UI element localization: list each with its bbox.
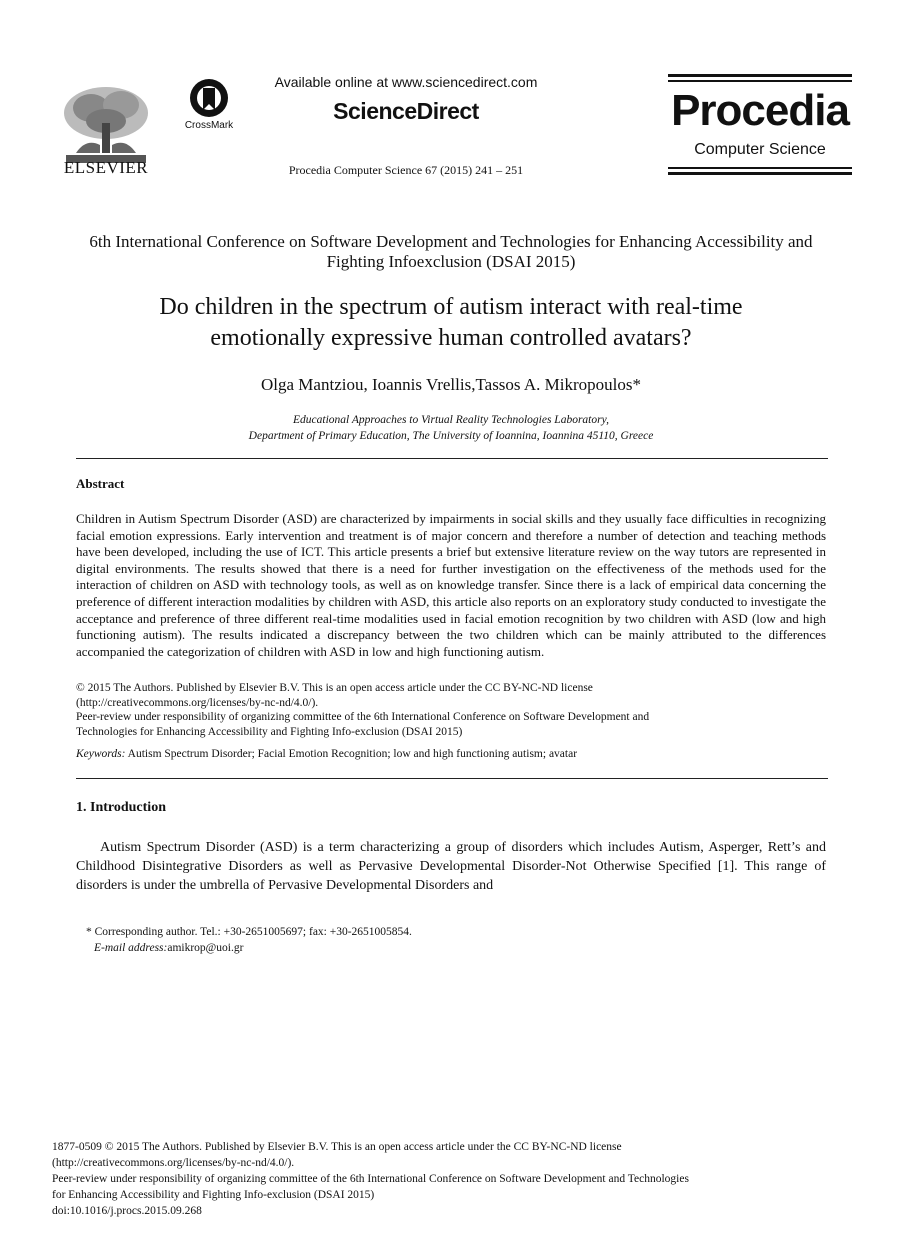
issn-line: 1877-0509 © 2015 The Authors. Published by Elsevier B.V. This is an open access article under the CC BY-NC-ND license [52,1141,622,1153]
peer-review-line: Technologies for Enhancing Accessibility and Fighting Info-exclusion (DSAI 2015) [76,725,463,738]
doi[interactable]: doi:10.1016/j.procs.2015.09.268 [52,1205,202,1217]
email-address[interactable]: amikrop@uoi.gr [167,942,244,954]
procedia-rule [668,80,852,82]
peer-review-line: for Enhancing Accessibility and Fighting Info-exclusion (DSAI 2015) [52,1189,375,1201]
divider [76,778,828,779]
paper-title [76,292,826,354]
license-link[interactable]: (http://creativecommons.org/licenses/by-nc-nd/4.0/). [52,1157,295,1169]
author-list: Olga Mantziou, Ioannis Vrellis,Tassos A. Mikropoulos* [261,375,641,394]
procedia-rule [668,167,852,169]
title-line: Do children in the spectrum of autism interact with real-time [159,294,743,320]
section-heading: 1. Introduction [76,800,166,815]
affiliation-line: Educational Approaches to Virtual Reality Technologies Laboratory, [293,414,609,426]
keywords-list: Autism Spectrum Disorder; Facial Emotion Recognition; low and high functioning autism; avatar [125,748,578,760]
conference-name: 6th International Conference on Software Development and Technologies for Enhancing Accessibility and Fighting Infoexclusion (DSAI 2015) [89,232,813,271]
abstract-heading: Abstract [76,476,125,491]
available-online-text: Available online at www.sciencedirect.com [274,74,538,90]
publisher-name: ELSEVIER [63,158,149,177]
peer-review-line: Peer-review under responsibility of organizing committee of the 6th International Conference on Software Development and [76,711,650,723]
journal-brand: Procedia [671,86,849,135]
introduction-body: Autism Spectrum Disorder (ASD) is a term characterizing a group of disorders which includes Autism, Asperger, Rett’s and Childhood Disintegrative Disorders as well as Pervasive Developmental Disorder-Not Otherwise Specified [1]. This range of disorders is under the umbrella of Pervasive Developmental Disorders and [76,840,826,893]
crossmark-label: CrossMark [184,120,234,131]
abstract-body: Children in Autism Spectrum Disorder (ASD) are characterized by impairments in social skills and they usually face difficulties in recognizing facial emotion expressions. Early intervention and treatment is of major concern and therefore a number of detection and teaching methods have been developed, including the use of ICT. This article presents a brief but extensive literature review on the way tutors are represented in digital environments. The results showed that there is a need for further investigation on the effectiveness of the methods used for the interaction of children on ASD with technology tools, as well as on knowledge transfer. Since there is a lack of empirical data concerning the preference of different interaction modalities by children with ASD, this article also reports on an exploratory study conducted to investigate the acceptance and preference of three different real-time modalities used in facial emotion recognition by two children with ASD (low and high functioning autism). The results indicated a discrepancy between the two children which can be mainly attributed to the differences accompanied the categorization of children with ASD in low and high functioning autism. [76,511,826,659]
affiliation [76,412,826,444]
email-label: E-mail address: [94,942,168,954]
procedia-rule [668,74,852,77]
email-line [86,940,786,956]
title-line: emotionally expressive human controlled avatars? [210,325,692,351]
footnote [86,924,786,956]
corresponding-author: * Corresponding author. Tel.: +30-2651005697; fax: +30-2651005854. [86,926,412,938]
divider [76,458,828,459]
keywords [76,748,826,760]
copyright-notice [76,681,826,739]
affiliation-line: Department of Primary Education, The University of Ioannina, Ioannina 45110, Greece [248,430,654,442]
journal-subtitle: Computer Science [694,141,826,158]
procedia-rule [668,172,852,175]
license-link[interactable]: (http://creativecommons.org/licenses/by-nc-nd/4.0/). [76,696,319,709]
peer-review-line: Peer-review under responsibility of organizing committee of the 6th International Conference on Software Development and Technologies [52,1173,689,1185]
sciencedirect-brand[interactable]: ScienceDirect [333,98,479,124]
bottom-notes [52,1139,812,1219]
copyright-line: © 2015 The Authors. Published by Elsevier B.V. This is an open access article under the CC BY-NC-ND license [76,682,593,694]
keywords-label: Keywords: [76,748,126,760]
journal-reference: Procedia Computer Science 67 (2015) 241 – 251 [288,163,524,177]
